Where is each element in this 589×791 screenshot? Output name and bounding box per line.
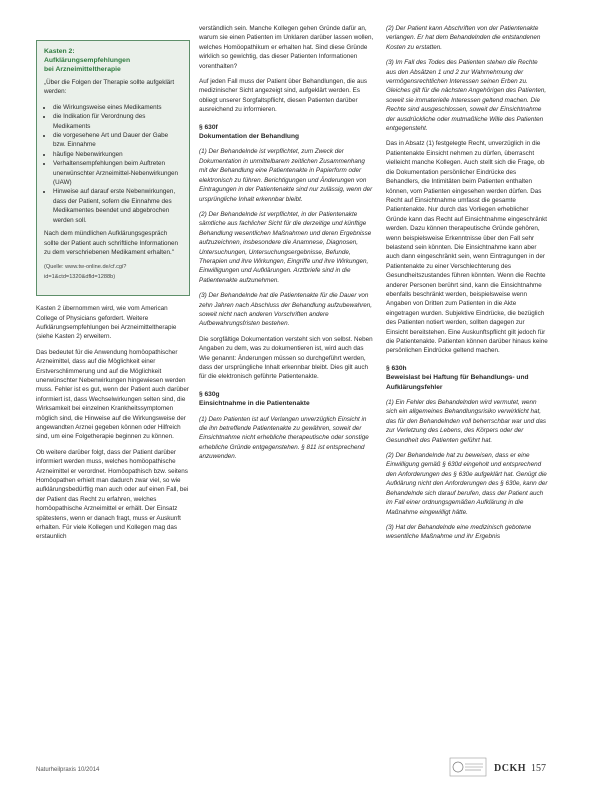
- section-title: Beweislast bei Haftung für Behandlungs- und Aufklärungsfehler: [386, 374, 529, 391]
- section-number: § 630h: [386, 364, 407, 372]
- footer-journal: Naturheilpraxis 10/2014: [36, 767, 100, 773]
- body-paragraph: Das in Absatz (1) festgelegte Recht, unverzüglich in die Patientenakte Einsicht nehmen zu dürfen, überrascht vielleicht manche Kollegen. Auch stellt sich die Frage, ob die Dokumentation persönlicher Eindrücke des Behandlers, die Intimitäten beim Patienten enthalten können, vom Patienten eingesehen werden dürfen. Das Recht auf Einsichtnahme umfasst die gesamte Patientenakte. Nur durch das Vorliegen erheblicher Gründe kann das Recht auf Einsichtnahme eingeschränkt werden. Dazu können therapeutische Gründe gehören, wenn beispielsweise Erkenntnisse über den Fall sehr belastend sein könnten. Die Einsichtnahme kann aber auch dann eingeschränkt sein, wenn Eintragungen in der Patientenakte zu einer Verschlechterung des Gesundheitszustandes führen könnten. Wenn die Rechte anderer Personen berührt sind, kann die Einsichtnahme ebenfalls beschränkt werden, beispielsweise wenn Angaben von Dritten zum Patienten in die Akte eingetragen wurden. Subjektive Eindrücke, die bezüglich des Patienten notiert werden, sollten dagegen zur Einsicht bereitstehen. Eine Auskunftspflicht gilt jedoch für die Patientenakte. Patienten können darüber hinaus keine persönlichen Eindrücke geltend machen.: [386, 140, 548, 355]
- box-bullet: • die Indikation für Verordnung des Medikaments: [53, 112, 182, 131]
- law-paragraph: (2) Der Behandelnde ist verpflichtet, in der Patientenakte sämtliche aus fachlicher Sicht für die derzeitige und künftige Behandlung wesentlichen Maßnahmen und deren Ergebnisse aufzuzeichnen, insbesondere die Anamnese, Diagnosen, Untersuchungen, Untersuchungsergebnisse, Befunde, Therapien und ihre Wirkungen, Eingriffe und ihre Wirkungen, Einwilligungen und Aufklärungen. Arztbriefe sind in die Patientenakte aufzunehmen.: [199, 210, 372, 284]
- box-bullet: • die vorgesehene Art und Dauer der Gabe bzw. Einnahme: [53, 131, 182, 150]
- law-paragraph: (3) Im Fall des Todes des Patienten stehen die Rechte aus den Absätzen 1 und 2 zur Wahrnehmung der vermögensrechtlichen Interessen seinen Erben zu. Gleiches gilt für die nächsten Angehörigen des Patienten, soweit sie immaterielle Interessen geltend machen. Die Rechte sind ausgeschlossen, soweit der Einsichtnahme der ausdrückliche oder mutmaßliche Wille des Patienten entgegensteht.: [386, 59, 547, 133]
- box-closing: Nach dem mündlichen Aufklärungsgespräch sollte der Patient auch schriftliche Informationen zu dem verschriebenen Medikament erhalten.": [44, 230, 179, 256]
- column-3: [386, 24, 548, 548]
- law-paragraph: (1) Der Behandelnde ist verpflichtet, zum Zweck der Dokumentation in unmittelbarem zeitlichen Zusammenhang mit der Behandlung eine Patientenakte in Papierform oder elektronisch zu führen. Berichtigungen und Änderungen von Eintragungen in der Patientenakte sind nur zulässig, wenn der ursprüngliche Inhalt erkennbar bleibt.: [199, 148, 373, 203]
- box-bullet: • Hinweise auf darauf erste Nebenwirkungen, dass der Patient, sofern die Einnahme des Medikamentes beendet und abgebrochen werden soll.: [53, 187, 182, 225]
- box-bullet: • Verhaltensempfehlungen beim Auftreten unerwünschter Arzneimittel-Nebenwirkungen (UAW): [53, 159, 182, 187]
- section-number: § 630g: [199, 390, 220, 398]
- body-paragraph: Die sorgfältige Dokumentation versteht sich von selbst. Neben Angaben zu dem, was zu dokumentieren ist, wird auch das Wie genannt: Änderungen müssen so durchgeführt werden, dass der ursprüngliche Inhalt erkennbar bleibt. Dies gilt auch für die elektronisch geführte Patientenakte.: [199, 335, 373, 381]
- section-title: Einsichtnahme in die Patientenakte: [199, 400, 310, 408]
- law-paragraph: (1) Dem Patienten ist auf Verlangen unverzüglich Einsicht in die ihn betreffende Patientenakte zu gewähren, soweit der Einsichtnahme nicht erhebliche therapeutische oder sonstige erhebliche Gründe entgegenstehen. § 811 ist entsprechend anzuwenden.: [199, 415, 369, 461]
- body-paragraph: verständlich sein. Manche Kollegen gehen Gründe dafür an, warum sie einen Patienten im Unklaren darüber lassen wollen, welches Homöopathikum er erhalten hat. Sind diese Gründe wirklich so gewichtig, das dieser Patienten Informationen vorenthalten?: [199, 25, 374, 70]
- body-paragraph: Ob weitere darüber folgt, dass der Patient darüber informiert werden muss, welches homöopathische Arzneimittel er verordnet. Homöopathisch bzw. seitens Homöopathen erhielt man dadurch zwar viel, so wie aufklärungsbedürftig man auch oder auf einen Fall, bei der Patient das Recht zu erfahren, welches homöopathische Arzneimittel er erhält. Der Einsatz spätestens, wenn er danach fragt, muss er Auskunft erhalten. Für viele Kollegen und Kollegen mag das erstaunlich: [36, 448, 189, 541]
- column-2: [199, 24, 375, 468]
- section-number: § 630f: [199, 123, 218, 131]
- law-paragraph: (2) Der Behandelnde hat zu beweisen, dass er eine Einwilligung gemäß § 630d eingeholt und entsprechend den Anforderungen des § 630e aufgeklärt hat. Genügt die Aufklärung nicht den Anforderungen des § 630e, kann der Behandelnde sich darauf berufen, dass der Patient auch im Fall einer ordnungsgemäßen Aufklärung in die Maßnahme eingewilligt hätte.: [386, 452, 548, 516]
- box-bullet: • die Wirkungsweise eines Medikaments: [53, 103, 182, 112]
- body-paragraph: Das bedeutet für die Anwendung homöopathischer Arzneimittel, dass auf die Möglichkeit einer Erstverschlimmerung und auf die Möglichkeit unerwünschter Nebenwirkungen hingewiesen werden muss. Fehler ist es gut, wenn der Patient auch darüber informiert ist, dass Wechselwirkungen selten sind, die Wirksamkeit bei einzelnen Krankheitssymptomen möglich sind, die Hinweise auf die Wirkungsweise der angewandten Arznei gegeben können oder Hilfreich sind, um eine Folgetherapie beginnen zu können.: [36, 348, 189, 441]
- box-title: Kasten 2: Aufklärungsempfehlungen bei Arzneimitteltherapie: [44, 48, 131, 73]
- dgkh-logo-icon: [448, 756, 488, 778]
- box-bullet: • häufige Nebenwirkungen: [53, 150, 182, 159]
- column-1: [36, 40, 190, 548]
- body-paragraph: Auf jeden Fall muss der Patient über Behandlungen, die aus medizinischer Sicht angezeigt sind, aufgeklärt werden. Es obliegt unserer Sorgfaltspflicht, diesen Patienten darüber ausreichend zu informieren.: [199, 78, 368, 114]
- law-paragraph: (3) Hat der Behandelnde eine medizinisch gebotene wesentliche Maßnahme und ihr Ergebnis: [386, 523, 532, 541]
- body-paragraph: Kasten 2 übernommen wird, wie vom American College of Physicians gefordert. Weitere Aufklärungsempfehlungen bei Arzneimitteltherapie (siehe Kasten 2) erweitern.: [36, 305, 177, 341]
- section-title: Dokumentation der Behandlung: [199, 133, 300, 141]
- box-source: (Quelle: www.tw-online.de/cf.cgi?id=1&ctd=1320&dfld=1288b): [44, 264, 127, 280]
- page-number: 157: [531, 763, 546, 774]
- law-paragraph: (2) Der Patient kann Abschriften von der Patientenakte verlangen. Er hat dem Behandelnden die entstandenen Kosten zu erstatten.: [386, 25, 541, 51]
- law-paragraph: (3) Der Behandelnde hat die Patientenakte für die Dauer von zehn Jahren nach Abschluss der Behandlung aufzubewahren, soweit nicht nach anderen Vorschriften andere Aufbewahrungsfristen bestehen.: [199, 292, 373, 328]
- footer-brand: DCKH: [494, 763, 526, 774]
- box-bullet-list: [44, 103, 182, 225]
- info-box: [36, 40, 190, 296]
- box-intro: „Über die Folgen der Therapie sollte aufgeklärt werden:: [44, 79, 175, 96]
- law-paragraph: (1) Ein Fehler des Behandelnden wird vermutet, wenn sich ein allgemeines Behandlungsrisiko verwirklicht hat, das für den Behandelnden voll beherrschbar war und das zur Verletzung des Lebens, des Körpers oder der Gesundheit des Patienten geführt hat.: [386, 399, 546, 444]
